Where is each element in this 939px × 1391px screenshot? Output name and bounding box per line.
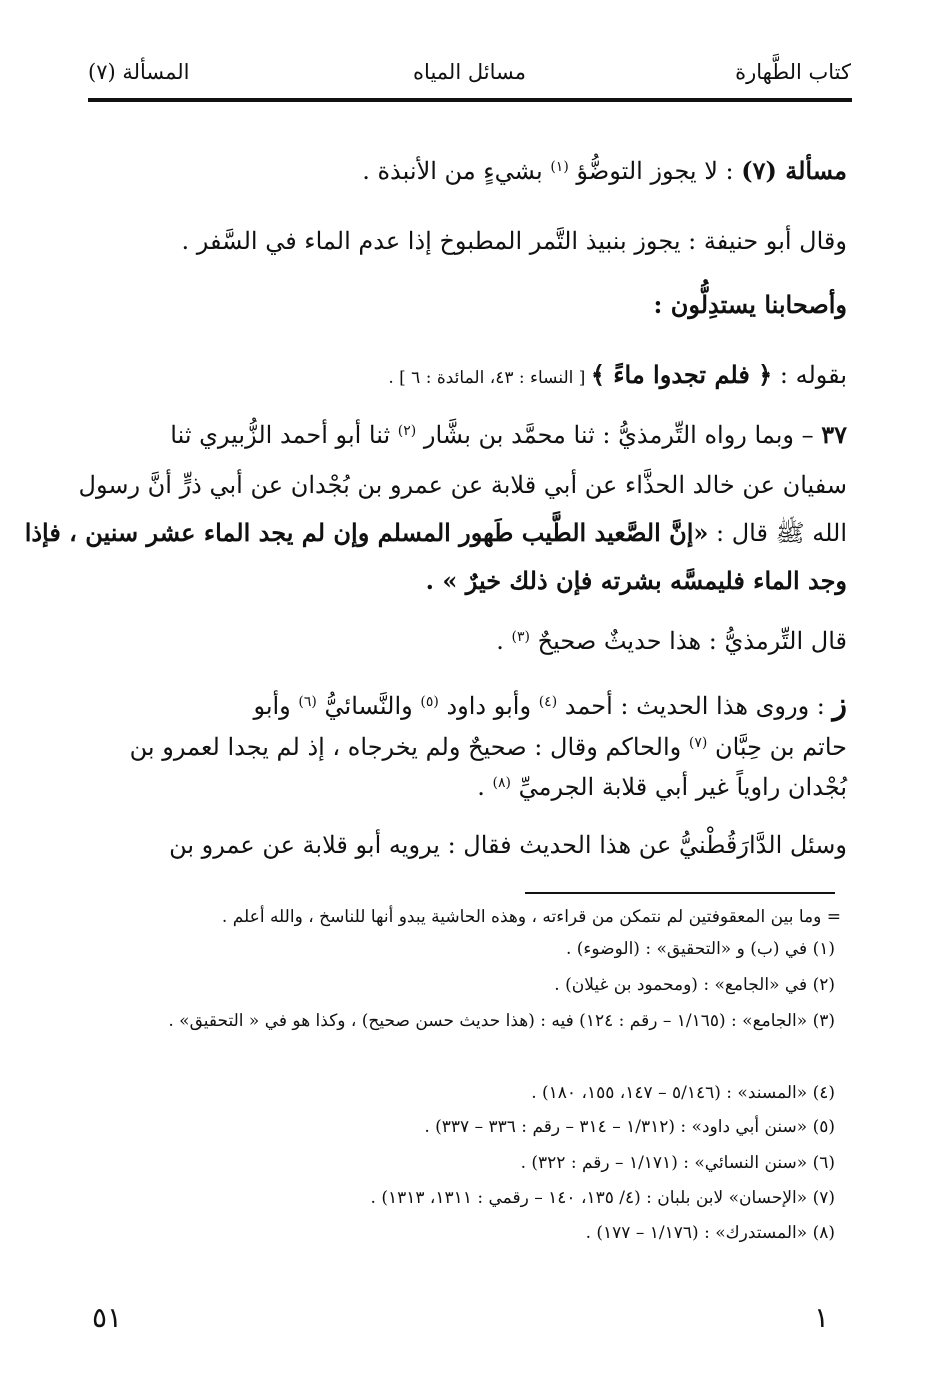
takhrij-line-1: ز : وروى هذا الحديث : أحمد $^{(٤)}$ وأبو داود $^{(٥)}$ والنَّسائيُّ $^{(٦)}$ وأبو: [253, 687, 847, 722]
hadith-matn: «إنَّ الصَّعيد الطَّيب طَهور المسلم وإن لم يجد الماء عشر سنين ، فإذا: [24, 518, 709, 547]
footnote-ref-7: (٧): [688, 735, 708, 751]
header-book-title: كتاب الطَّهارة: [735, 60, 851, 84]
footnote-ref-1: (١): [550, 159, 569, 175]
footnote-2: (٢) في «الجامع» : (ومحمود بن غيلان) .: [554, 975, 835, 995]
abu-hanifa-view: وقال أبو حنيفة : يجوز بنبيذ التَّمر المطبوخ إذا عدم الماء في السَّفر .: [181, 227, 847, 255]
footnote-ref-5: (٥): [420, 694, 439, 710]
header-chapter-title: مسائل المياه: [413, 60, 526, 84]
footnote-7: (٧) «الإحسان» لابن بلبان : (٤/ ١٣٥، ١٤٠ – رقمي : ١٣١١، ١٣١٣) .: [370, 1188, 835, 1208]
hadith-37-line-2: سفيان عن خالد الحذَّاء عن أبي قلابة عن عمرو بن بُجْدان عن أبي ذرٍّ أنَّ رسول: [78, 471, 847, 499]
footnote-ref-2: (٢): [397, 423, 417, 439]
running-header: [88, 58, 851, 94]
header-rule: [88, 98, 852, 102]
quran-verse: ﴿ فلم تجدوا ماءً ﴾: [590, 360, 773, 389]
hadith-37-line-3: الله ﷺ قال : «إنَّ الصَّعيد الطَّيب طَهور المسلم وإن لم يجد الماء عشر سنين ، فإذا: [24, 518, 847, 547]
footnote-ref-4: (٤): [538, 694, 558, 710]
issue-label: مسألة (٧): [741, 156, 847, 185]
signature-mark: ١: [813, 1301, 829, 1334]
our-companions-heading: وأصحابنا يستدِلُّون :: [653, 290, 847, 319]
hadith-37-line-1: ٣٧ – وبما رواه التِّرمذيُّ : ثنا محمَّد بن بشَّار $^{(٢)}$ ثنا أبو أحمد الزُّبيري ثنا: [170, 420, 847, 449]
takhrij-line-3: بُجْدان راوياً غير أبي قلابة الجرميِّ $^{(٨)}$ .: [477, 773, 847, 801]
verse-reference: [ النساء : ٤٣، المائدة : ٦ ] .: [388, 368, 591, 388]
footnote-3: (٣) «الجامع» : (١/١٦٥ – رقم : ١٢٤) فيه : (هذا حديث حسن صحيح) ، وكذا هو في « التحقيق» .: [168, 1011, 835, 1031]
footnote-ref-8: (٨): [492, 775, 512, 791]
footnote-1: (١) في (ب) و «التحقيق» : (الوضوء) .: [565, 939, 835, 959]
footnote-4: (٤) «المسند» : (٥/١٤٦ – ١٤٧، ١٥٥، ١٨٠) .: [531, 1083, 835, 1103]
footnote-ref-3: (٣): [511, 629, 530, 645]
quran-evidence: بقوله : ﴿ فلم تجدوا ماءً ﴾ [ النساء : ٤٣، المائدة : ٦ ] .: [388, 360, 847, 389]
hadith-37-line-4: وجد الماء فليمسَّه بشرته فإن ذلك خيرٌ » .: [425, 566, 847, 595]
takhrij-line-2: حاتم بن حِبَّان $^{(٧)}$ والحاكم وقال : صحيحٌ ولم يخرجاه ، إذ لم يجدا لعمرو بن: [129, 733, 847, 761]
zawaid-marker: ز: [832, 687, 847, 722]
hadith-number: ٣٧: [821, 420, 847, 449]
issue-statement: مسألة (٧) : لا يجوز التوضُّؤ $^{(١)}$ بشيءٍ من الأنبذة .: [362, 156, 847, 185]
footnote-continued: = وما بين المعقوفتين لم نتمكن من قراءته ، وهذه الحاشية يبدو أنها للناسخ ، والله أعلم .: [221, 907, 841, 927]
footnote-5: (٥) «سنن أبي داود» : (١/٣١٢ – ٣١٤ – رقم : ٣٣٦ – ٣٣٧) .: [424, 1117, 835, 1137]
page-number: ٥١: [92, 1301, 123, 1334]
footnote-ref-6: (٦): [298, 694, 317, 710]
footnote-6: (٦) «سنن النسائي» : (١/١٧١ – رقم : ٣٢٢) .: [520, 1153, 835, 1173]
header-issue-label: المسألة (٧): [88, 60, 190, 84]
tirmidhi-grading: قال التِّرمذيُّ : هذا حديثٌ صحيحٌ $^{(٣)}$ .: [496, 627, 847, 655]
footnote-rule: [525, 892, 835, 894]
daraqutni-line: وسئل الدَّارَقُطْنيُّ عن هذا الحديث فقال : يرويه أبو قلابة عن عمرو بن: [169, 831, 847, 859]
footnote-8: (٨) «المستدرك» : (١/١٧٦ – ١٧٧) .: [585, 1223, 835, 1243]
